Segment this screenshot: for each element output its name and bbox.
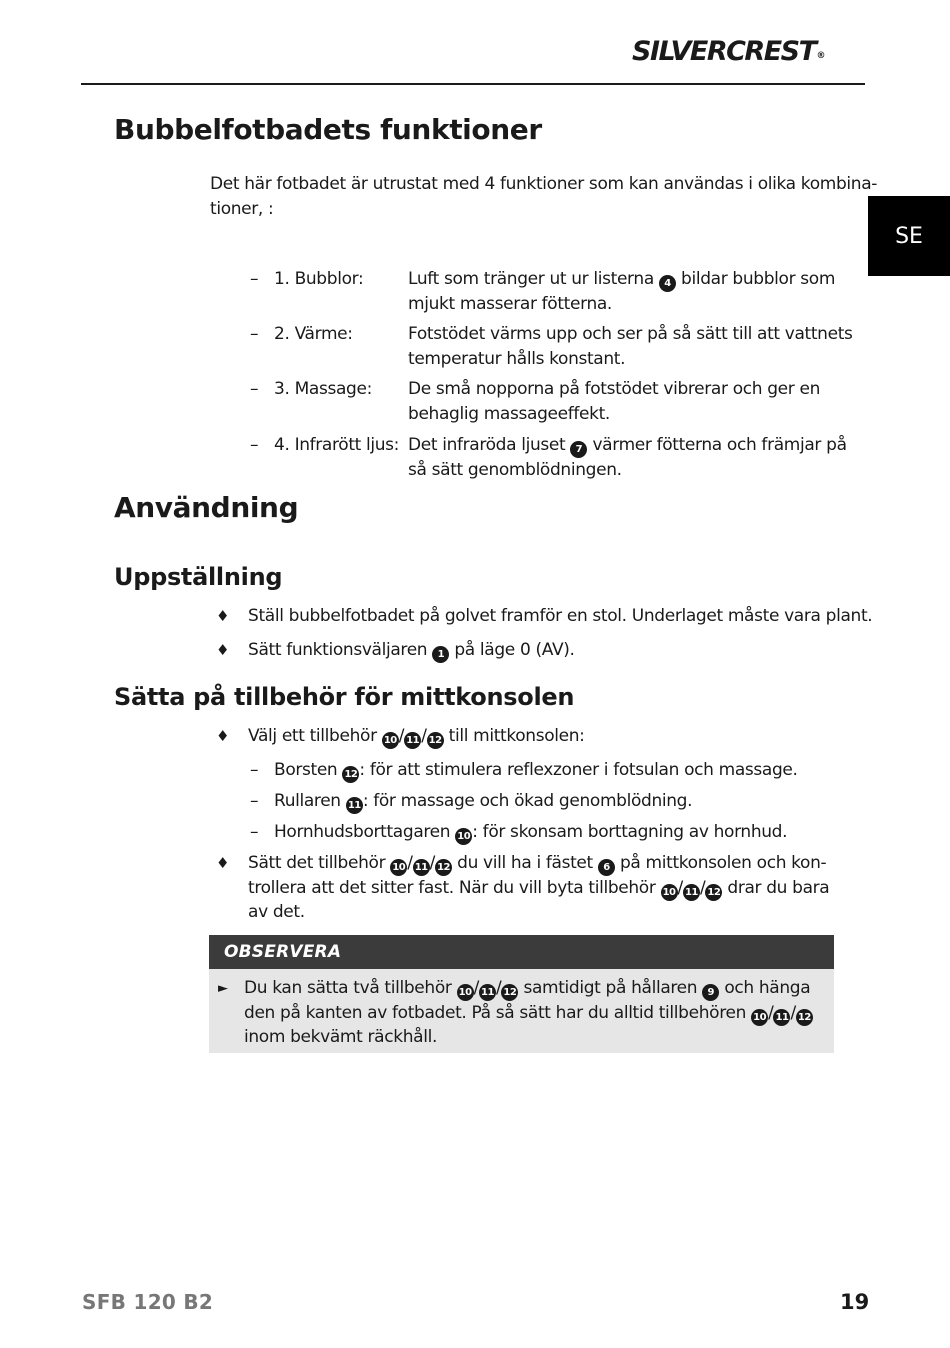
part-number-10: 10 xyxy=(455,828,472,845)
note-line-1: Du kan sätta två tillbehör 10 / 11 / 12 samtidigt på hållaren 9 och hänga xyxy=(244,976,810,1001)
dash-marker: – xyxy=(250,324,259,344)
dash-marker: – xyxy=(250,760,259,780)
function-desc-infrared-line-2: så sätt genomblödningen. xyxy=(408,460,622,480)
bullet-diamond: ♦ xyxy=(216,607,230,625)
function-desc-heat-line-1: Fotstödet värms upp och ser på så sätt till att vattnets xyxy=(408,324,853,344)
part-number-10: 10 xyxy=(390,859,407,876)
part-number-11: 11 xyxy=(479,984,496,1001)
function-term-bubbles: 1. Bubblor: xyxy=(274,269,364,289)
functions-intro-line-2: tioner, : xyxy=(210,199,274,219)
part-number-1: 1 xyxy=(432,646,449,663)
part-number-12: 12 xyxy=(705,884,722,901)
part-number-10: 10 xyxy=(751,1009,768,1026)
page-number: 19 xyxy=(840,1290,870,1314)
part-number-12: 12 xyxy=(342,766,359,783)
functions-intro-line-1: Det här fotbadet är utrustat med 4 funktioner som kan användas i olika kombina- xyxy=(210,174,878,194)
part-number-11: 11 xyxy=(683,884,700,901)
dash-marker: – xyxy=(250,379,259,399)
part-number-10: 10 xyxy=(661,884,678,901)
function-term-heat: 2. Värme: xyxy=(274,324,353,344)
part-number-11: 11 xyxy=(773,1009,790,1026)
dash-marker: – xyxy=(250,791,259,811)
dash-marker: – xyxy=(250,435,259,455)
accessories-step-2-line-3: av det. xyxy=(248,902,305,922)
part-number-6: 6 xyxy=(598,859,615,876)
accessories-step-2-line-1: Sätt det tillbehör 10 / 11 / 12 du vill ha i fästet 6 på mittkonsolen och kon- xyxy=(248,851,826,876)
accessories-step-2-line-2: trollera att det sitter fast. När du vill byta tillbehör 10 / 11 / 12 drar du bara xyxy=(248,876,829,901)
bullet-diamond: ♦ xyxy=(216,854,230,872)
part-number-11: 11 xyxy=(413,859,430,876)
setup-heading: Uppställning xyxy=(114,563,283,591)
part-number-11: 11 xyxy=(346,797,363,814)
part-number-10: 10 xyxy=(457,984,474,1001)
language-tab: SE xyxy=(868,196,950,276)
accessories-step-1: Välj ett tillbehör 10 / 11 / 12 till mittkonsolen: xyxy=(248,724,585,749)
note-line-2: den på kanten av fotbadet. På så sätt har du alltid tillbehören 10 / 11 / 12 xyxy=(244,1001,813,1026)
part-number-9: 9 xyxy=(702,984,719,1001)
setup-step-1: Ställ bubbelfotbadet på golvet framför en stol. Underlaget måste vara plant. xyxy=(248,606,873,626)
footer-model-number: SFB 120 B2 xyxy=(82,1290,214,1314)
functions-heading: Bubbelfotbadets funktioner xyxy=(114,113,542,146)
part-number-10: 10 xyxy=(382,732,399,749)
function-desc-bubbles-line-1: Luft som tränger ut ur listerna 4 bildar bubblor som xyxy=(408,267,835,292)
function-term-massage: 3. Massage: xyxy=(274,379,372,399)
function-desc-bubbles-line-2: mjukt masserar fötterna. xyxy=(408,294,612,314)
setup-step-2: Sätt funktionsväljaren 1 på läge 0 (AV). xyxy=(248,638,575,663)
accessory-roller: Rullaren 11 : för massage och ökad genomblödning. xyxy=(274,789,692,814)
accessories-heading: Sätta på tillbehör för mittkonsolen xyxy=(114,683,575,711)
part-number-12: 12 xyxy=(427,732,444,749)
bullet-diamond: ♦ xyxy=(216,727,230,745)
bullet-diamond: ♦ xyxy=(216,641,230,659)
function-desc-infrared-line-1: Det infraröda ljuset 7 värmer fötterna och främjar på xyxy=(408,433,847,458)
function-desc-heat-line-2: temperatur hålls konstant. xyxy=(408,349,626,369)
silvercrest-logo: SILVERCREST® xyxy=(632,36,826,67)
note-line-3: inom bekvämt räckhåll. xyxy=(244,1027,438,1047)
dash-marker: – xyxy=(250,269,259,289)
part-number-12: 12 xyxy=(501,984,518,1001)
note-title: OBSERVERA xyxy=(224,942,342,962)
function-term-infrared: 4. Infrarött ljus: xyxy=(274,435,400,455)
header-rule xyxy=(81,83,865,85)
part-number-12: 12 xyxy=(796,1009,813,1026)
usage-heading: Användning xyxy=(114,491,299,524)
arrow-icon: ► xyxy=(218,981,228,996)
part-number-11: 11 xyxy=(404,732,421,749)
accessory-brush: Borsten 12 : för att stimulera reflexzoner i fotsulan och massage. xyxy=(274,758,798,783)
part-number-4: 4 xyxy=(659,275,676,292)
accessory-callus-remover: Hornhudsborttagaren 10 : för skonsam borttagning av hornhud. xyxy=(274,820,787,845)
dash-marker: – xyxy=(250,822,259,842)
function-desc-massage-line-2: behaglig massageeffekt. xyxy=(408,404,610,424)
part-number-7: 7 xyxy=(570,441,587,458)
part-number-12: 12 xyxy=(435,859,452,876)
function-desc-massage-line-1: De små nopporna på fotstödet vibrerar och ger en xyxy=(408,379,820,399)
